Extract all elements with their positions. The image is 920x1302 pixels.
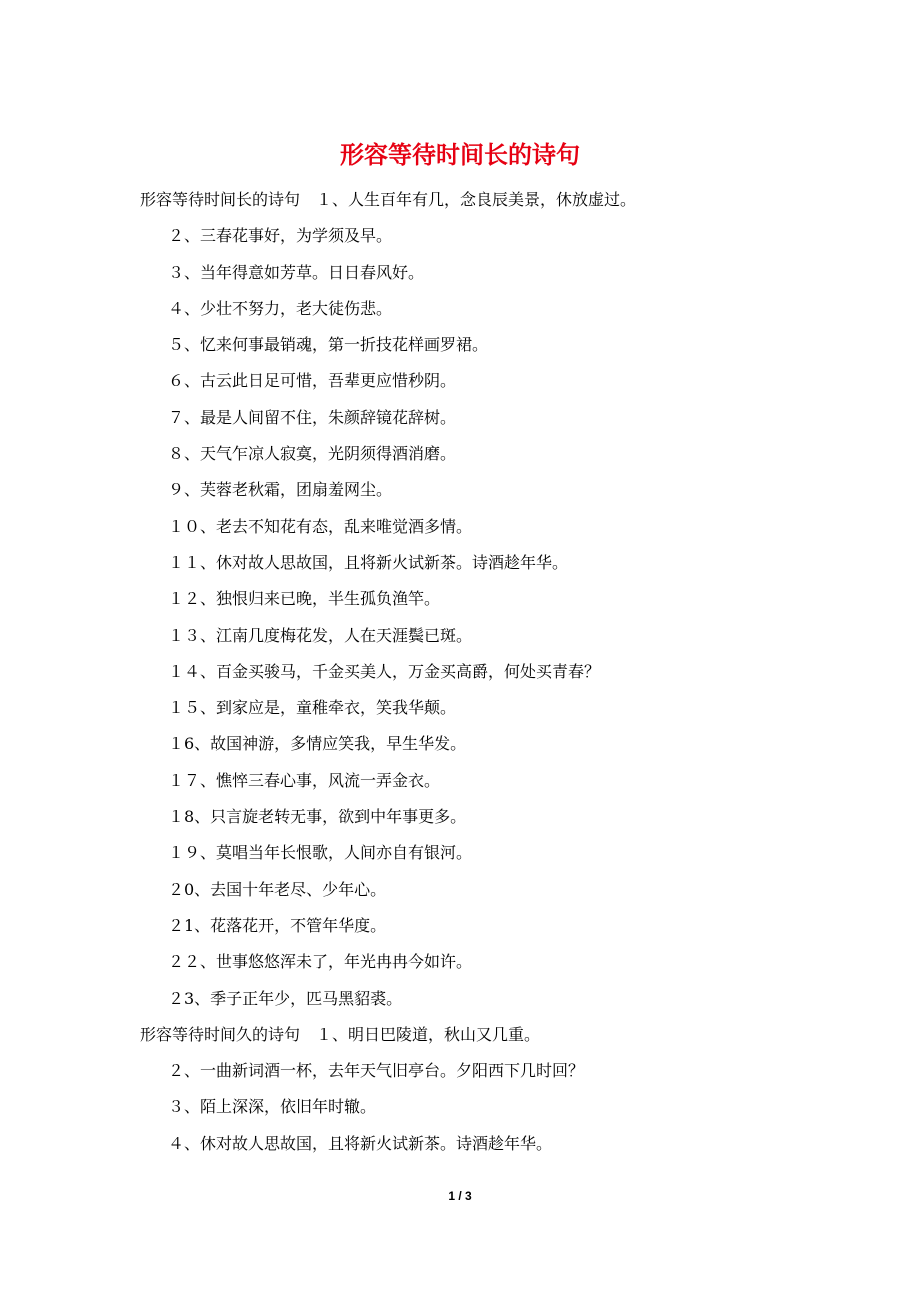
poem-line: １8、只言旋老转无事，欲到中年事更多。 (168, 807, 467, 827)
poem-line: １４、百金买骏马，千金买美人，万金买高爵，何处买青春？ (168, 661, 601, 681)
poem-line: ３、陌上深深，依旧年时辙。 (168, 1097, 377, 1117)
poem-line: ２２、世事悠悠浑未了，年光冉冉今如许。 (168, 952, 473, 972)
poem-line: ２3、季子正年少，匹马黑貂裘。 (168, 988, 403, 1008)
poem-line: １３、江南几度梅花发，人在天涯鬓已斑。 (168, 625, 473, 645)
poem-line: ２1、花落花开，不管年华度。 (168, 915, 387, 935)
poem-line: ４、休对故人思故国，且将新火试新茶。诗酒趁年华。 (168, 1133, 553, 1153)
poem-line: ９、芙蓉老秋霜，团扇羞网尘。 (168, 480, 393, 500)
poem-line: ６、古云此日足可惜，吾辈更应惜秒阴。 (168, 371, 457, 391)
poem-list (140, 182, 800, 1162)
poem-line: １6、故国神游，多情应笑我，早生华发。 (168, 734, 467, 754)
poem-line: ２0、去国十年老尽、少年心。 (168, 879, 387, 899)
page-number: 1 / 3 (448, 1189, 472, 1203)
poem-line: １２、独恨归来已晚，半生孤负渔竿。 (168, 589, 441, 609)
section-heading-line: 形容等待时间长的诗句 １、人生百年有几，念良辰美景，休放虚过。 (140, 190, 637, 209)
poem-line: ２、一曲新词酒一杯，去年天气旧亭台。夕阳西下几时回？ (168, 1061, 585, 1081)
poem-line: １０、老去不知花有态，乱来唯觉酒多情。 (168, 516, 473, 536)
poem-line: ８、天气乍凉人寂寞，光阴须得酒消磨。 (168, 444, 457, 464)
poem-line: １７、憔悴三春心事，风流一弄金衣。 (168, 770, 441, 790)
section-heading-line: 形容等待时间久的诗句 １、明日巴陵道，秋山又几重。 (140, 1024, 541, 1044)
poem-line: ２、三春花事好，为学须及早。 (168, 226, 393, 246)
poem-line: ７、最是人间留不住，朱颜辞镜花辞树。 (168, 407, 457, 427)
poem-line: ３、当年得意如芳草。日日春风好。 (168, 262, 425, 282)
poem-line: １９、莫唱当年长恨歌，人间亦自有银河。 (168, 843, 473, 863)
poem-line: １１、休对故人思故国，且将新火试新茶。诗酒趁年华。 (168, 552, 569, 572)
poem-line: １５、到家应是，童稚牵衣，笑我华颠。 (168, 698, 457, 718)
poem-line: ４、少壮不努力，老大徒伤悲。 (168, 298, 393, 318)
poem-line: ５、忆来何事最销魂，第一折技花样画罗裙。 (168, 335, 489, 355)
page-title: 形容等待时间长的诗句 (340, 140, 580, 169)
